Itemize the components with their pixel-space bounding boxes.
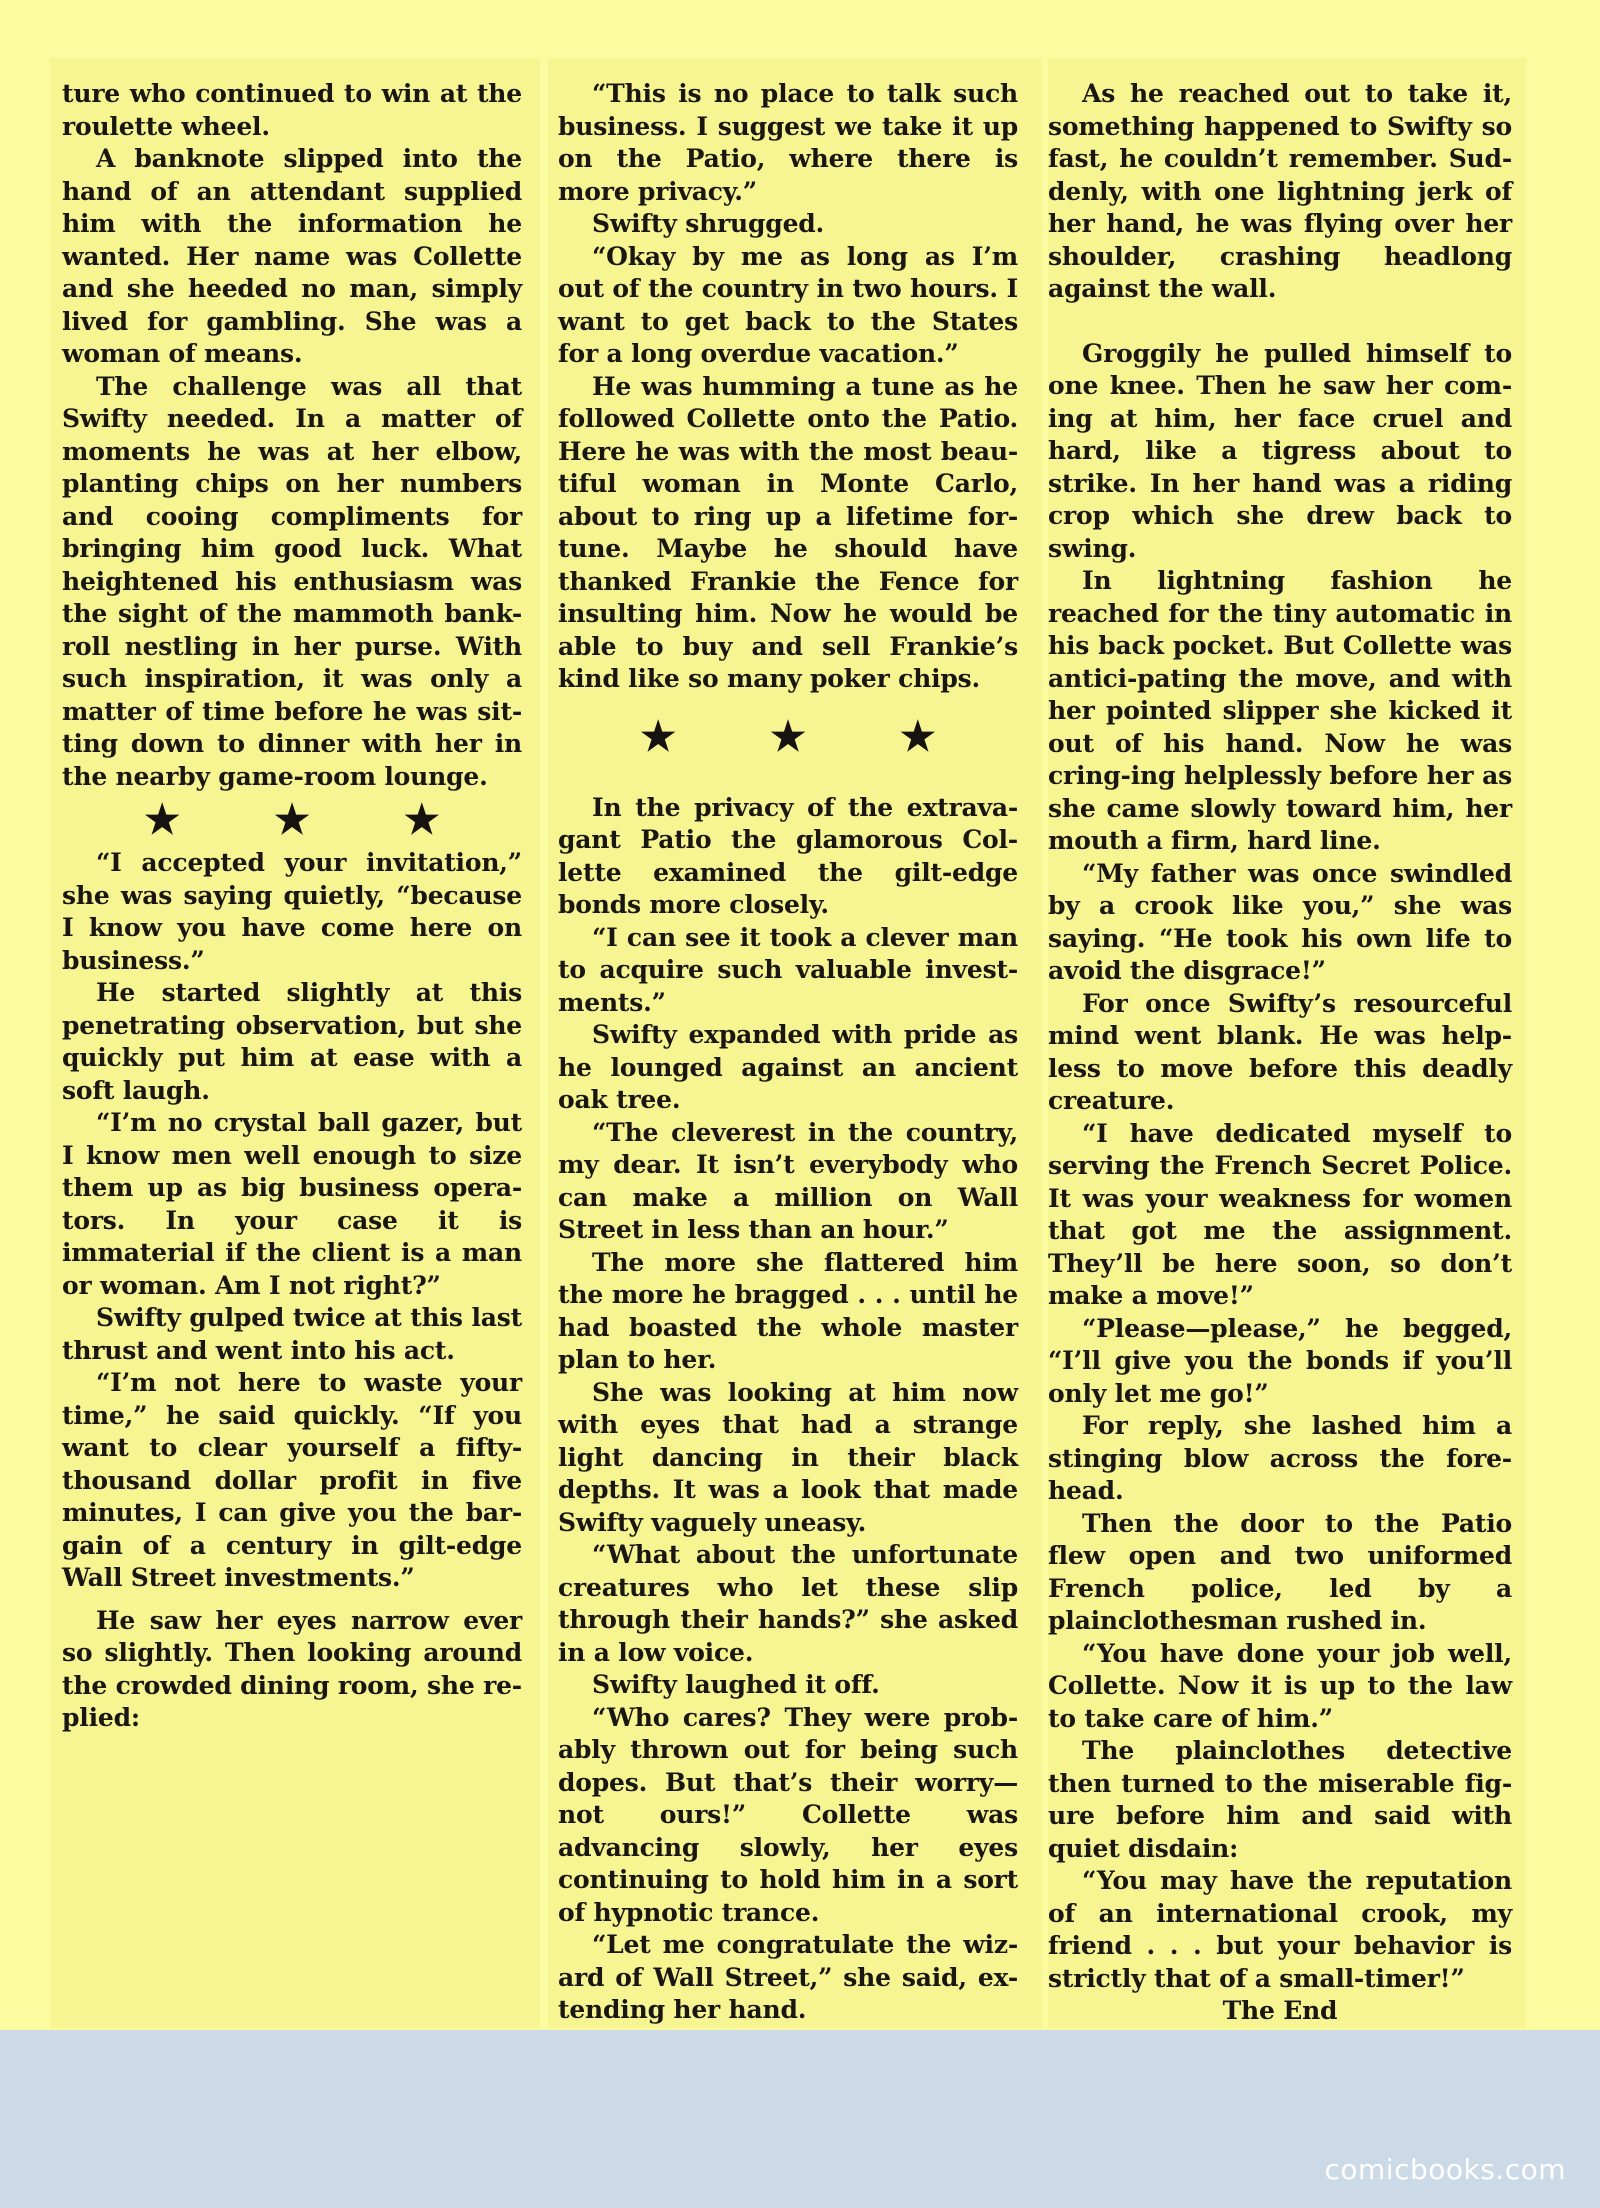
paragraph: “This is no place to talk such business. I suggest we take it up on the Patio, where there is more privacy.”	[558, 79, 1018, 206]
paragraph: For once Swifty’s resourceful mind went blank. He was help-less to move before this deadly creature.	[1048, 988, 1512, 1115]
paragraph: “My father was once swindled by a crook like you,” she was saying. “He took his own life to avoid the disgrace!”	[1048, 858, 1512, 985]
paragraph: “I accepted your invitation,” she was saying quietly, “because I know you have come here on business.”	[62, 848, 522, 975]
story-column-1	[62, 78, 522, 1735]
story-column-2	[558, 78, 1018, 2027]
site-watermark: comicbooks.com	[1324, 2153, 1566, 2186]
story-end-label: The End	[1222, 1996, 1338, 2025]
paragraph: Then the door to the Patio flew open and two uniformed French police, led by a plainclothesman rushed in.	[1048, 1508, 1512, 1635]
paragraph: “I have dedicated myself to serving the French Secret Police. It was your weakness for women that got me the assignment. They’ll be here soon, so don’t make a move!”	[1048, 1118, 1512, 1310]
paragraph: A banknote slipped into the hand of an attendant supplied him with the information he wanted. Her name was Collette and she heeded no man, simply lived for gambling. She was a woman of means.	[62, 144, 522, 368]
paragraph: In lightning fashion he reached for the tiny automatic in his back pocket. But Collette was antici-pating the move, and with her pointed slipper she kicked it out of his hand. Now he was cring-ing helplessly before her as she came slowly toward him, her mouth a firm, hard line.	[1048, 566, 1512, 855]
paragraph: As he reached out to take it, something happened to Swifty so fast, he couldn’t remember. Sud-denly, with one lightning jerk of her hand, he was flying over her shoulder, crashing headlong against the wall.	[1048, 79, 1512, 303]
paragraph: Groggily he pulled himself to one knee. Then he saw her com-ing at him, her face cruel and hard, like a tigress about to strike. In her hand was a riding crop which she drew back to swing.	[1048, 338, 1512, 563]
paragraph: The plainclothes detective then turned to the miserable fig-ure before him and said with quiet disdain:	[1048, 1736, 1512, 1863]
paragraph: Swifty expanded with pride as he lounged against an ancient oak tree.	[558, 1020, 1018, 1114]
paragraph: For reply, she lashed him a stinging blow across the fore-head.	[1048, 1411, 1512, 1505]
section-separator: ★ ★ ★	[144, 796, 480, 843]
paragraph: “Okay by me as long as I’m out of the country in two hours. I want to get back to the States for a long overdue vacation.”	[558, 241, 1018, 368]
paragraph: “Let me congratulate the wiz-ard of Wall Street,” she said, ex-tending her hand.	[558, 1930, 1018, 2024]
paragraph: “I can see it took a clever man to acquire such valuable invest-ments.”	[558, 922, 1018, 1017]
paragraph: The challenge was all that Swifty needed. In a matter of moments he was at her elbow, planting chips on her numbers and cooing compliments for bringing him good luck. What heightened his enthusiasm was the sight of the mammoth bank-roll nestling in her purse. With such inspiration, it was only a matter of time before he was sit-ting down to dinner with her in the nearby game-room lounge.	[62, 371, 522, 791]
story-column-3	[1048, 78, 1512, 2028]
paragraph: “What about the unfortunate creatures who let these slip through their hands?” she asked in a low voice.	[558, 1540, 1018, 1667]
paragraph: Swifty laughed it off.	[592, 1670, 880, 1699]
paragraph: Swifty shrugged.	[592, 209, 825, 238]
paragraph: She was looking at him now with eyes that had a strange light dancing in their black depths. It was a look that made Swifty vaguely uneasy.	[558, 1377, 1018, 1537]
paragraph: “I’m no crystal ball gazer, but I know men well enough to size them up as big business opera-tors. In your case it is immaterial if the client is a man or woman. Am I not right?”	[62, 1108, 522, 1300]
paragraph: “You may have the reputation of an international crook, my friend . . . but your behavior is strictly that of a small-timer!”	[1048, 1866, 1512, 1993]
paragraph: “Please—please,” he begged, “I’ll give you the bonds if you’ll only let me go!”	[1048, 1313, 1512, 1408]
paragraph: ture who continued to win at the roulette wheel.	[62, 79, 522, 141]
paragraph: He saw her eyes narrow ever so slightly. Then looking around the crowded dining room, she re-plied:	[62, 1605, 522, 1732]
paragraph: In the privacy of the extrava-gant Patio the glamorous Col-lette examined the gilt-edge bonds more closely.	[558, 792, 1018, 919]
paragraph: “I’m not here to waste your time,” he said quickly. “If you want to clear yourself a fifty-thousand dollar profit in five minutes, I can give you the bar-gain of a century in gilt-edge Wall Street investments.”	[62, 1368, 522, 1592]
paragraph: He was humming a tune as he followed Collette onto the Patio. Here he was with the most beau-tiful woman in Monte Carlo, about to ring up a lifetime for-tune. Maybe he should have thanked Frankie the Fence for insulting him. Now he would be able to buy and sell Frankie’s kind like so many poker chips.	[558, 371, 1018, 693]
section-separator: ★ ★ ★	[640, 712, 976, 760]
paragraph: The more she flattered him the more he bragged . . . until he had boasted the whole master plan to her.	[558, 1247, 1018, 1374]
paragraph: “Who cares? They were prob-ably thrown out for being such dopes. But that’s their worry—not ours!” Collette was advancing slowly, her eyes continuing to hold him in a sort of hypnotic trance.	[558, 1702, 1018, 1927]
paragraph: Swifty gulped twice at this last thrust and went into his act.	[62, 1303, 522, 1365]
paragraph: “You have done your job well, Collette. Now it is up to the law to take care of him.”	[1048, 1638, 1512, 1733]
paragraph: He started slightly at this penetrating observation, but she quickly put him at ease with a soft laugh.	[62, 978, 522, 1105]
paragraph: “The cleverest in the country, my dear. It isn’t everybody who can make a million on Wall Street in less than an hour.”	[558, 1117, 1018, 1244]
